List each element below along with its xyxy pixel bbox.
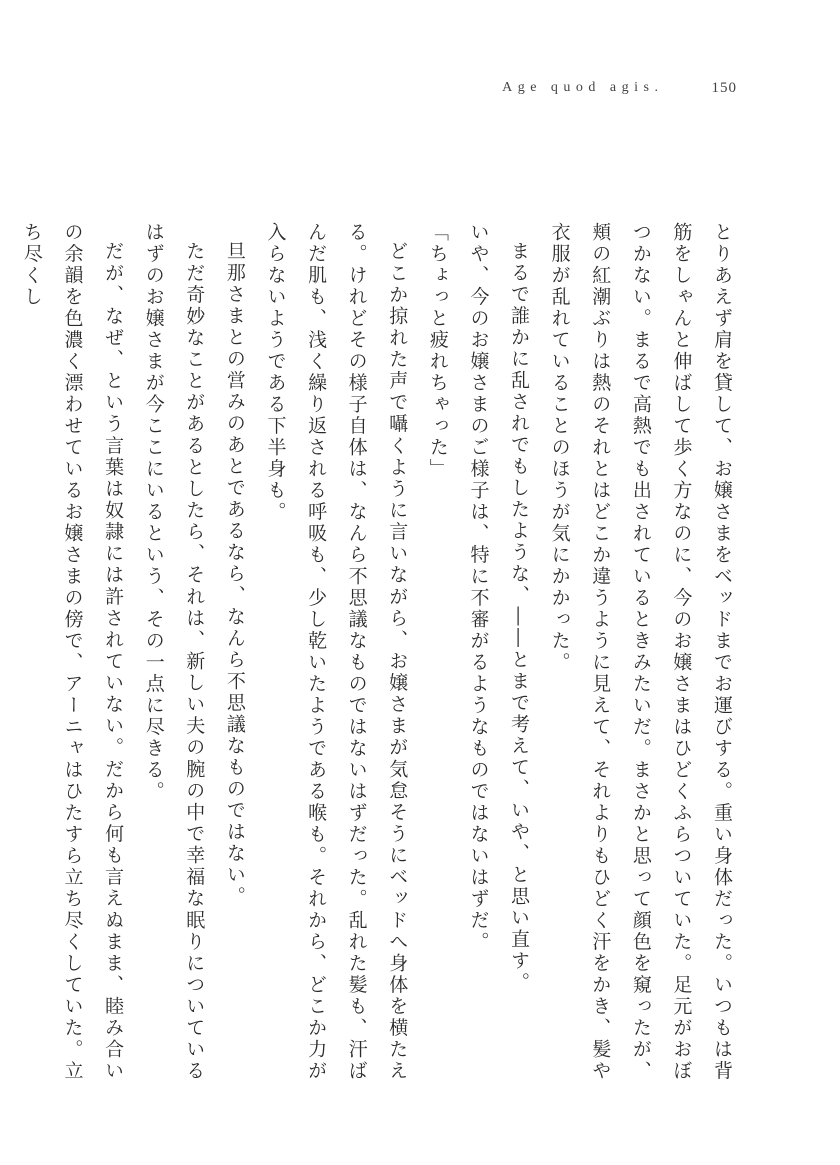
paragraph-2: まるで誰かに乱されでもしたような、――とまで考えて、いや、と思い直す。 [508, 241, 531, 994]
running-header [502, 76, 737, 100]
paragraph-6: 旦那さまとの営みのあとであるなら、なんら不思議なものではない。 [223, 241, 246, 908]
page-number: 150 [711, 79, 737, 96]
paragraph-1: とりあえず肩を貸して、お嬢さまをベッドまでお運びする。重い身体だった。いつもは背筋をしゃんと伸ばして歩く方なのに、今のお嬢さまはひどくふらついていた。足元がおぼつかない。まるで高熱でも出されているときみたいだ。まさかと思って顔色を窺ったが、頬の紅潮ぶりは熱のそれとはどこか違うように見えて、それよりもひどく汗をかき、髪や衣服が乱れていることのほうが気にかかった。 [548, 222, 733, 1082]
running-title: Age quod agis. [502, 80, 664, 95]
paragraph-3: いや、今のお嬢さまのご様子は、特に不審がるようなものではないはずだ。 [467, 222, 490, 953]
paragraph-7: ただ奇妙なことがあるとしたら、それは、新しい夫の腕の中で幸福な眠りについているはずのお嬢さまが今ここにいるという、その一点に尽きる。 [142, 222, 206, 1083]
paragraph-4-dialogue: 「ちょっと疲れちゃった」 [426, 222, 449, 480]
paragraph-8: だが、なぜ、という言葉は奴隷には許されていない。だから何も言えぬまま、睦み合いの余韻を色濃く漂わせているお嬢さまの傍で、アーニャはひたすら立ち尽くしていた。立ち尽くし [20, 222, 125, 1083]
paragraph-5: どこか掠れた声で囁くように言いながら、お嬢さまが気怠そうにベッドへ身体を横たえる。けれどその様子自体は、なんら不思議なものではないはずだった。乱れた髪も、汗ばんだ肌も、浅く繰り返される呼吸も、少し乾いたようである喉も。それから、どこか力が入らないようである下半身も。 [264, 222, 409, 1083]
vertical-body-text [20, 222, 742, 1083]
